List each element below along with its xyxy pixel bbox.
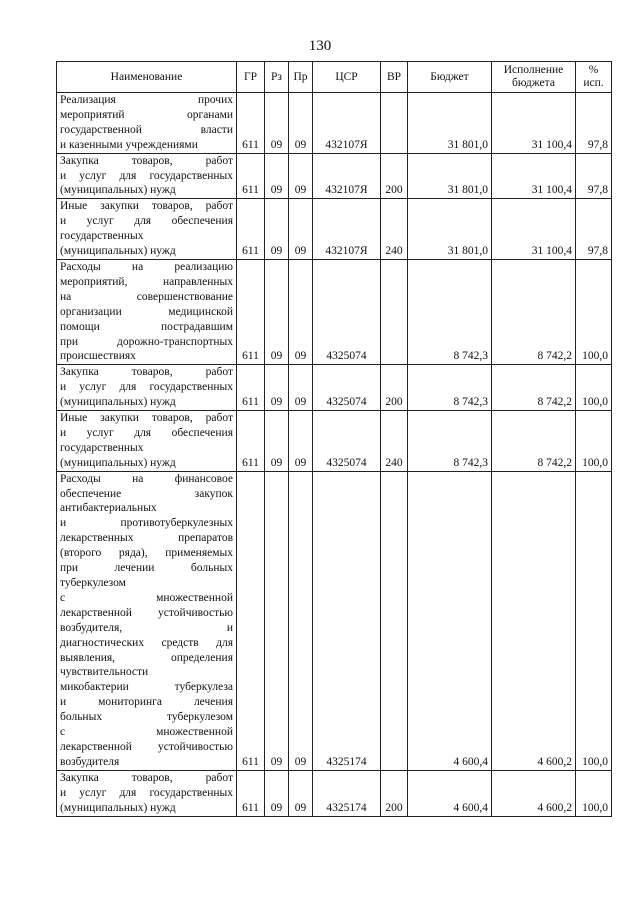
row-budget: 8 742,3 bbox=[408, 411, 492, 472]
row-vr: 200 bbox=[381, 153, 408, 199]
row-budget: 8 742,3 bbox=[408, 259, 492, 364]
row-gr: 611 bbox=[237, 93, 265, 154]
row-name-line: лекарственных препаратов bbox=[60, 532, 233, 545]
row-budget: 31 801,0 bbox=[408, 93, 492, 154]
page-number: 130 bbox=[308, 38, 332, 54]
row-rz: 09 bbox=[265, 93, 289, 154]
row-csr: 432107Я bbox=[313, 153, 381, 199]
table-header-row bbox=[57, 62, 612, 93]
row-name-line: и услуг для государственных bbox=[60, 169, 233, 182]
row-pct: 97,8 bbox=[576, 199, 612, 260]
row-pct: 97,8 bbox=[576, 153, 612, 199]
table-row bbox=[57, 199, 612, 260]
header-pct: % исп. bbox=[576, 62, 612, 93]
row-vr: 200 bbox=[381, 770, 408, 816]
header-rz: Рз bbox=[265, 62, 289, 93]
header-vr: ВР bbox=[381, 62, 408, 93]
row-rz: 09 bbox=[265, 365, 289, 411]
row-name-line: государственных bbox=[60, 441, 144, 454]
row-name-line: больных туберкулезом bbox=[60, 711, 233, 724]
row-name-line: и казенными учреждениями bbox=[60, 138, 198, 151]
row-rz: 09 bbox=[265, 259, 289, 364]
row-name-line: (муниципальных) нужд bbox=[60, 456, 176, 469]
row-name-line: и услуг для государственных bbox=[60, 381, 233, 394]
row-pct: 100,0 bbox=[576, 411, 612, 472]
row-name-line: возбудителя bbox=[60, 755, 120, 768]
row-name-line: возбудителя, и bbox=[60, 621, 233, 634]
row-name-line: микобактерии туберкулеза bbox=[60, 681, 233, 694]
row-rz: 09 bbox=[265, 199, 289, 260]
row-name-line: и мониторинга лечения bbox=[60, 696, 233, 709]
row-name-line: обеспечение закупок bbox=[60, 487, 233, 500]
row-vr: 240 bbox=[381, 199, 408, 260]
row-rz: 09 bbox=[265, 153, 289, 199]
header-pr: Пр bbox=[289, 62, 313, 93]
header-budget: Бюджет bbox=[408, 62, 492, 93]
table-row bbox=[57, 411, 612, 472]
row-name-line: выявления, определения bbox=[60, 651, 233, 664]
row-name-line: при дорожно-транспортных bbox=[60, 335, 233, 348]
row-name-line: антибактериальных bbox=[60, 502, 157, 515]
row-name-line: помощи пострадавшим bbox=[60, 320, 233, 333]
row-execution: 8 742,2 bbox=[492, 365, 576, 411]
row-name-line: при лечении больных bbox=[60, 562, 233, 575]
row-pct: 100,0 bbox=[576, 770, 612, 816]
row-pct: 97,8 bbox=[576, 93, 612, 154]
row-gr: 611 bbox=[237, 199, 265, 260]
row-csr: 432107Я bbox=[313, 199, 381, 260]
row-name bbox=[57, 411, 237, 472]
row-vr bbox=[381, 93, 408, 154]
row-execution: 31 100,4 bbox=[492, 153, 576, 199]
row-csr: 4325174 bbox=[313, 471, 381, 770]
row-name-line: диагностических средств для bbox=[60, 636, 233, 649]
row-pr: 09 bbox=[289, 259, 313, 364]
table-row bbox=[57, 471, 612, 770]
row-pr: 09 bbox=[289, 199, 313, 260]
row-name bbox=[57, 199, 237, 260]
row-name-line: и услуг для государственных bbox=[60, 786, 233, 799]
row-name-line: и услуг для обеспечения bbox=[60, 426, 233, 439]
row-vr bbox=[381, 259, 408, 364]
row-rz: 09 bbox=[265, 411, 289, 472]
row-execution: 4 600,2 bbox=[492, 471, 576, 770]
row-csr: 4325074 bbox=[313, 259, 381, 364]
header-gr: ГР bbox=[237, 62, 265, 93]
row-name-line: (муниципальных) нужд bbox=[60, 801, 176, 814]
row-rz: 09 bbox=[265, 471, 289, 770]
row-gr: 611 bbox=[237, 259, 265, 364]
row-name-line: Закупка товаров, работ bbox=[60, 366, 233, 379]
row-pct: 100,0 bbox=[576, 259, 612, 364]
row-pr: 09 bbox=[289, 471, 313, 770]
row-vr bbox=[381, 471, 408, 770]
table-row bbox=[57, 770, 612, 816]
row-name-line: Закупка товаров, работ bbox=[60, 771, 233, 784]
row-name-line: государственной власти bbox=[60, 123, 233, 136]
row-name-line: и услуг для обеспечения bbox=[60, 215, 233, 228]
row-csr: 4325174 bbox=[313, 770, 381, 816]
row-pr: 09 bbox=[289, 153, 313, 199]
row-rz: 09 bbox=[265, 770, 289, 816]
row-name bbox=[57, 153, 237, 199]
row-vr: 200 bbox=[381, 365, 408, 411]
row-execution: 31 100,4 bbox=[492, 199, 576, 260]
table-row bbox=[57, 259, 612, 364]
row-gr: 611 bbox=[237, 770, 265, 816]
row-name bbox=[57, 471, 237, 770]
row-execution: 8 742,2 bbox=[492, 259, 576, 364]
row-name-line: (муниципальных) нужд bbox=[60, 184, 176, 197]
row-name bbox=[57, 93, 237, 154]
row-budget: 31 801,0 bbox=[408, 153, 492, 199]
row-name-line: чувствительности bbox=[60, 666, 149, 679]
row-name-line: государственных bbox=[60, 230, 144, 243]
row-name-line: мероприятий, направленных bbox=[60, 275, 233, 288]
row-budget: 4 600,4 bbox=[408, 770, 492, 816]
row-name-line: с множественной bbox=[60, 591, 233, 604]
row-name-line: лекарственной устойчивостью bbox=[60, 606, 233, 619]
row-csr: 4325074 bbox=[313, 411, 381, 472]
row-name-line: Реализация прочих bbox=[60, 94, 233, 106]
row-gr: 611 bbox=[237, 411, 265, 472]
row-gr: 611 bbox=[237, 153, 265, 199]
row-csr: 4325074 bbox=[313, 365, 381, 411]
row-csr: 432107Я bbox=[313, 93, 381, 154]
row-budget: 31 801,0 bbox=[408, 199, 492, 260]
row-pct: 100,0 bbox=[576, 471, 612, 770]
row-name-line: на совершенствование bbox=[60, 290, 233, 303]
row-name-line: (муниципальных) нужд bbox=[60, 245, 176, 258]
row-pr: 09 bbox=[289, 411, 313, 472]
table-row bbox=[57, 93, 612, 154]
budget-table bbox=[56, 61, 612, 817]
row-name-line: происшествиях bbox=[60, 350, 136, 363]
row-pr: 09 bbox=[289, 770, 313, 816]
row-name-line: Расходы на реализацию bbox=[60, 260, 233, 273]
row-name-line: Иные закупки товаров, работ bbox=[60, 200, 233, 213]
row-name-line: мероприятий органами bbox=[60, 108, 233, 121]
table-body bbox=[57, 93, 612, 817]
row-name-line: и противотуберкулезных bbox=[60, 517, 233, 530]
row-name-line: (второго ряда), применяемых bbox=[60, 547, 233, 560]
row-pr: 09 bbox=[289, 93, 313, 154]
row-name bbox=[57, 259, 237, 364]
row-budget: 4 600,4 bbox=[408, 471, 492, 770]
row-gr: 611 bbox=[237, 471, 265, 770]
header-csr: ЦСР bbox=[313, 62, 381, 93]
row-budget: 8 742,3 bbox=[408, 365, 492, 411]
row-gr: 611 bbox=[237, 365, 265, 411]
row-name-line: Расходы на финансовое bbox=[60, 472, 233, 485]
row-name bbox=[57, 770, 237, 816]
table-row bbox=[57, 365, 612, 411]
row-execution: 4 600,2 bbox=[492, 770, 576, 816]
row-name-line: (муниципальных) нужд bbox=[60, 396, 176, 409]
row-pr: 09 bbox=[289, 365, 313, 411]
header-name: Наименование bbox=[57, 62, 237, 93]
table-row bbox=[57, 153, 612, 199]
row-name-line: туберкулезом bbox=[60, 577, 126, 589]
row-name-line: организации медицинской bbox=[60, 305, 233, 318]
row-name bbox=[57, 365, 237, 411]
row-name-line: лекарственной устойчивостью bbox=[60, 740, 233, 753]
row-execution: 31 100,4 bbox=[492, 93, 576, 154]
header-execution: Исполнение бюджета bbox=[492, 62, 576, 93]
row-name-line: Иные закупки товаров, работ bbox=[60, 412, 233, 425]
row-pct: 100,0 bbox=[576, 365, 612, 411]
row-vr: 240 bbox=[381, 411, 408, 472]
row-execution: 8 742,2 bbox=[492, 411, 576, 472]
row-name-line: Закупка товаров, работ bbox=[60, 154, 233, 167]
row-name-line: с множественной bbox=[60, 726, 233, 739]
